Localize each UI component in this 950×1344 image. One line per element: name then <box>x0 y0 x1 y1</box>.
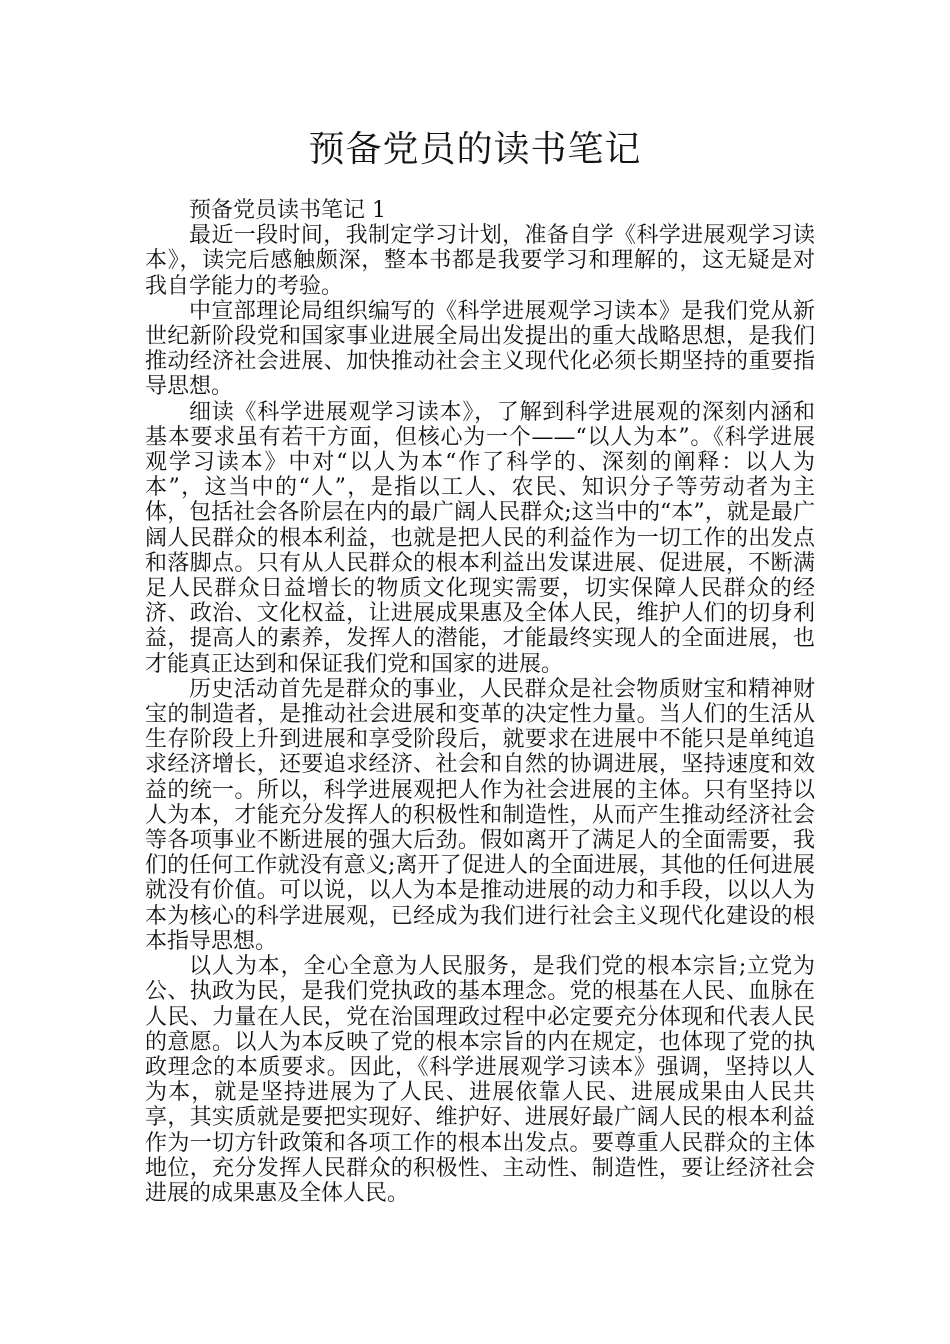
paragraph-5: 以人为本，全心全意为人民服务，是我们党的根本宗旨;立党为公、执政为民，是我们党执政的基本理念。党的根基在人民、血脉在人民、力量在人民，党在治国理政过程中必定要充分体现和代表人民的意愿。以人为本反映了党的根本宗旨的内在规定，也体现了党的执政理念的本质要求。因此，《科学进展观学习读本》强调，坚持以人为本，就是坚持进展为了人民、进展依靠人民、进展成果由人民共享，其实质就是要把实现好、维护好、进展好最广阔人民的根本利益作为一切方针政策和各项工作的根本出发点。要尊重人民群众的主体地位，充分发挥人民群众的积极性、主动性、制造性，要让经济社会进展的成果惠及全体人民。 <box>145 954 815 1206</box>
section-heading: 预备党员读书笔记 1 <box>189 198 386 223</box>
paragraph-4: 历史活动首先是群众的事业，人民群众是社会物质财宝和精神财宝的制造者，是推动社会进展和变革的决定性力量。当人们的生活从生存阶段上升到进展和享受阶段后，就要求在进展中不能只是单纯追求经济增长，还要追求经济、社会和自然的协调进展，坚持速度和效益的统一。所以，科学进展观把人作为社会进展的主体。只有坚持以人为本，才能充分发挥人的积极性和制造性，从而产生推动经济社会等各项事业不断进展的强大后劲。假如离开了满足人的全面需要，我们的任何工作就没有意义;离开了促进人的全面进展，其他的任何进展就没有价值。可以说，以人为本是推动进展的动力和手段，以以人为本为核心的科学进展观，已经成为我们进行社会主义现代化建设的根本指导思想。 <box>145 676 815 954</box>
paragraph-2: 中宣部理论局组织编写的《科学进展观学习读本》是我们党从新世纪新阶段党和国家事业进展全局出发提出的重大战略思想，是我们推动经济社会进展、加快推动社会主义现代化必须长期坚持的重要指导思想。 <box>145 298 815 400</box>
document-body <box>145 198 815 1206</box>
paragraph-1: 最近一段时间，我制定学习计划，准备自学《科学进展观学习读本》，读完后感触颇深，整本书都是我要学习和理解的，这无疑是对我自学能力的考验。 <box>145 223 815 299</box>
paragraph-3: 细读《科学进展观学习读本》，了解到科学进展观的深刻内涵和基本要求虽有若干方面，但核心为一个——“以人为本”。《科学进展观学习读本》中对“以人为本“作了科学的、深刻的阐释：以人为本”，这当中的“人”，是指以工人、农民、知识分子等劳动者为主体，包括社会各阶层在内的最广阔人民群众;这当中的“本”，就是最广阔人民群众的根本利益，也就是把人民的利益作为一切工作的出发点和落脚点。只有从人民群众的根本利益出发谋进展、促进展，不断满足人民群众日益增长的物质文化现实需要，切实保障人民群众的经济、政治、文化权益，让进展成果惠及全体人民，维护人们的切身利益，提高人的素养，发挥人的潜能，才能最终实现人的全面进展，也才能真正达到和保证我们党和国家的进展。 <box>145 399 815 677</box>
document-title: 预备党员的读书笔记 <box>308 129 642 170</box>
